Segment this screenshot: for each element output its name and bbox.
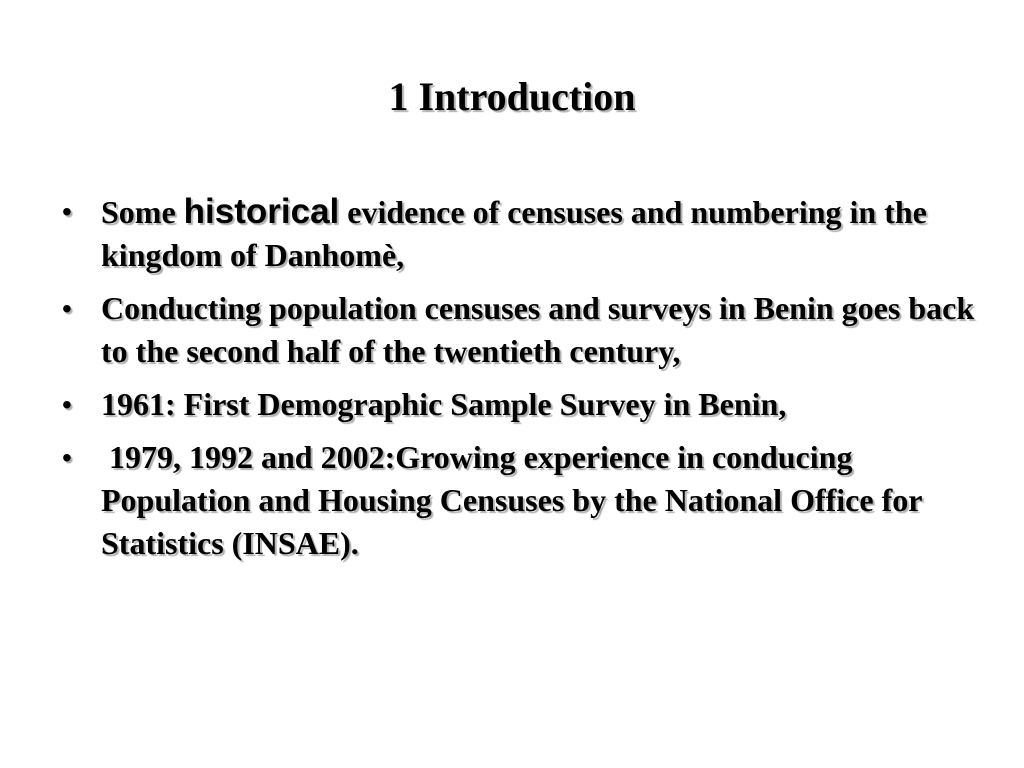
slide-title: 1 Introduction [388,74,636,119]
bullet-icon: • [62,293,72,324]
bullet-text: Conducting population censuses and surveys in Benin goes back to the second half of the twentieth century, [101,290,975,369]
bullet-text: 1979, 1992 and 2002:Growing experience in conducing Population and Housing Censuses by the National Office for Statistics (INSAE). [101,439,930,561]
bullet-item-1961-survey [62,383,982,426]
bullet-item-conducting-censuses [62,287,982,373]
bullet-item-historical-evidence [62,190,982,277]
bullet-text: 1961: First Demographic Sample Survey in Benin, [101,386,787,422]
bullet-icon: • [62,442,72,473]
bullet-item-census-experience [62,436,982,565]
bullet-icon: • [62,389,72,420]
bullet-text-prefix: Some [101,194,184,230]
bullet-list [62,190,982,575]
bullet-icon: • [62,196,72,227]
bullet-text-emphasis: historical [183,192,340,231]
bullet-text-suffix: evidence of censuses and numbering in the kingdom of Danhomè, [101,194,927,273]
